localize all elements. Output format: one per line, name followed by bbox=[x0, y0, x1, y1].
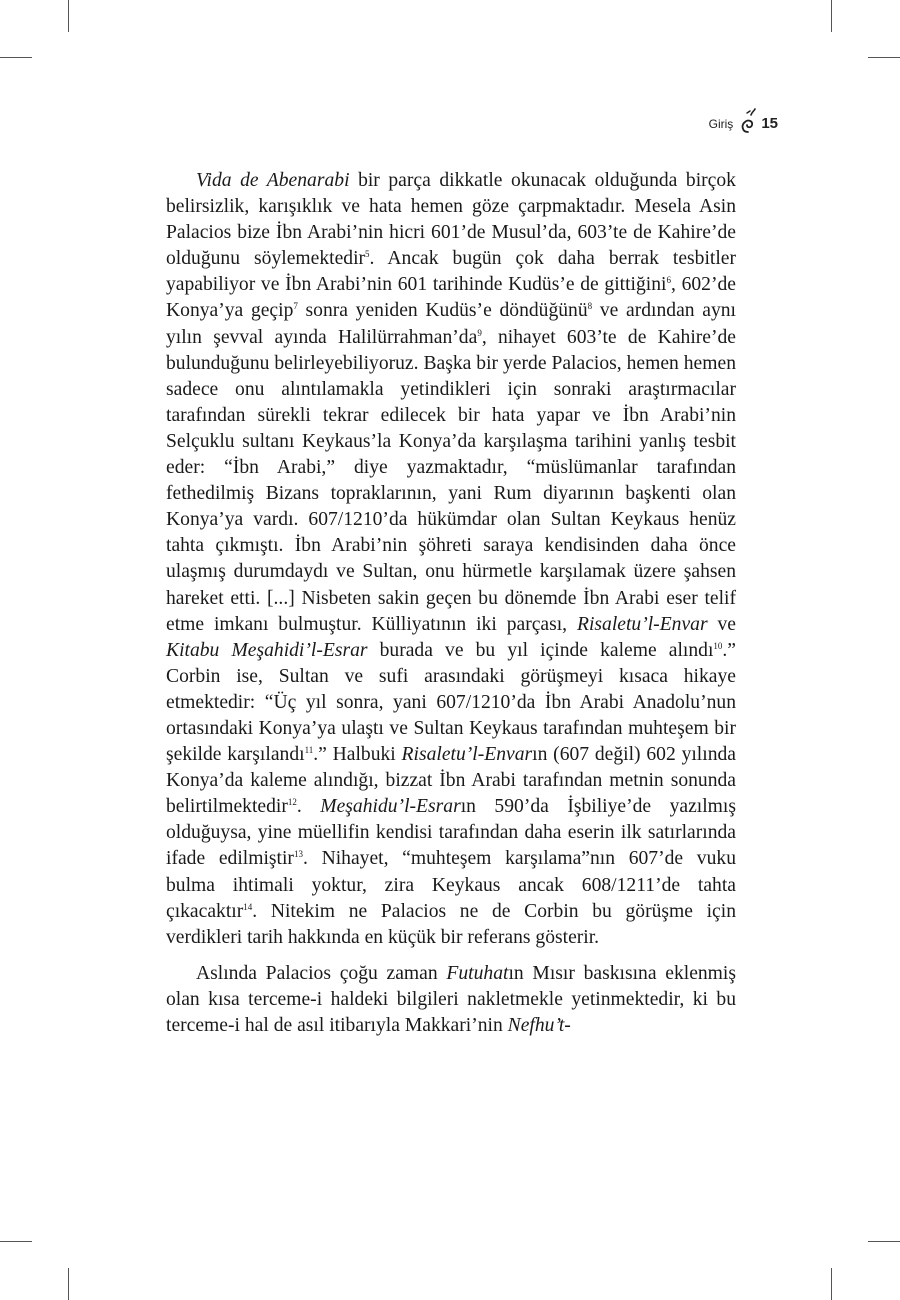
crop-mark bbox=[68, 1268, 69, 1300]
crop-mark bbox=[868, 57, 900, 58]
crop-mark bbox=[0, 1241, 32, 1242]
footnote-ref: 13 bbox=[293, 849, 303, 860]
running-head-title: Giriş bbox=[708, 116, 734, 131]
text-run: bir parça dikkatle okunacak olduğunda birçok belirsizlik, karışıklık ve hata hemen göze çarpmaktadır. Mesela Asin Palacios bize İbn Arabi’nin hicri 601’de Musul’da, 603’te de Kahire’de olduğunu söylemektedir bbox=[166, 170, 736, 270]
text-run: , 602’de Konya’ya geçip bbox=[166, 274, 736, 322]
book-title: Nefhu’t- bbox=[507, 1015, 571, 1036]
footnote-ref: 8 bbox=[587, 301, 593, 312]
arabic-calligraphy-ornament-icon bbox=[739, 106, 757, 141]
crop-mark bbox=[831, 0, 832, 32]
book-title: Risaletu’l-Envar bbox=[576, 613, 708, 635]
text-run: sonra yeniden Kudüs’e döndüğünü bbox=[297, 300, 588, 322]
text-run: Aslında Palacios çoğu zaman bbox=[196, 962, 447, 984]
footnote-ref: 10 bbox=[713, 640, 723, 651]
body-text bbox=[166, 168, 736, 1039]
paragraph bbox=[166, 961, 736, 1039]
text-run: . bbox=[296, 796, 321, 818]
text-run: , nihayet 603’te de Kahire’de bulunduğunu belirleyebiliyoruz. Başka bir yerde Palacios, hemen hemen sadece onu alıntılamakla yetindikleri için sonraki araştırmacılar tarafından sürekli tekrar edilecek bir hata yapar ve İbn Arabi’nin Selçuklu sultanı Keykaus’la Konya’da karşılaşma tarihini yanlış tesbit eder: “İbn Arabi,” diye yazmaktadır, “müslümanlar tarafından fethedilmiş Bizans topraklarının, yani Rum diyarının başkenti olan Konya’ya vardı. 607/1210’da hükümdar olan Sultan Keykaus henüz tahta çıkmıştı. İbn Arabi’nin şöhreti saraya kendisinden daha önce ulaşmış durumdaydı ve Sultan, onu hürmetle karşılamak üzere şahsen hareket etti. [...] Nisbeten sakin geçen bu dönemde İbn Arabi eser telif etme imkanı bulmuştur. Külliyatının iki parçası, bbox=[166, 326, 736, 635]
book-title: Futuhat bbox=[446, 962, 509, 984]
text-run: ve ardından aynı yılın şevval ayında Halilürrahman’da bbox=[166, 300, 736, 348]
running-header bbox=[709, 106, 778, 141]
text-run: . Nihayet, “muhteşem karşılama”nın 607’de vuku bulma ihtimali yoktur, zira Keykaus ancak 608/1211’de tahta çıkacaktır bbox=[166, 848, 736, 922]
text-run: ın 590’da İşbiliye’de yazılmış olduğuysa, yine müellifin kendisi tarafından daha eserin ilk satırlarında ifade edilmiştir bbox=[166, 796, 736, 870]
text-run: . Ancak bugün çok daha berrak tesbitler yapabiliyor ve İbn Arabi’nin 601 tarihinde Kudüs’e de gittiğini bbox=[166, 248, 737, 296]
book-title: Kitabu Meşahidi’l-Esrar bbox=[166, 639, 368, 661]
paragraph bbox=[166, 168, 736, 951]
text-run: ve bbox=[707, 613, 736, 635]
text-run: ın (607 değil) 602 yılında Konya’da kaleme alındığı, bizzat İbn Arabi tarafından metnin sonunda belirtilmektedir bbox=[166, 744, 736, 818]
crop-mark bbox=[0, 57, 32, 58]
text-run: ın Mısır baskısına eklenmiş olan kısa terceme-i haldeki bilgileri nakletmekle yetinmektedir, ki bu terceme-i hal de asıl itibarıyla Makkari’nin bbox=[166, 962, 736, 1036]
footnote-ref: 7 bbox=[293, 301, 298, 312]
book-title: Vida de Abenarabi bbox=[196, 170, 350, 191]
text-run: . Nitekim ne Palacios ne de Corbin bu görüşme için verdikleri tarih hakkında en küçük bir referans gösterir. bbox=[166, 900, 736, 948]
text-run: .” Corbin ise, Sultan ve sufi arasındaki görüşmeyi kısaca hikaye etmektedir: “Üç yıl sonra, yani 607/1210’da İbn Arabi Anadolu’nun ortasındaki Konya’ya ulaştı ve Sultan Keykaus tarafından muhteşem bir şekilde karşılandı bbox=[166, 639, 736, 766]
footnote-ref: 12 bbox=[287, 797, 297, 808]
footnote-ref: 6 bbox=[666, 275, 671, 286]
book-title: Risaletu’l-Envar bbox=[401, 744, 533, 766]
footnote-ref: 5 bbox=[365, 249, 370, 260]
footnote-ref: 11 bbox=[304, 745, 314, 756]
crop-mark bbox=[831, 1268, 832, 1300]
crop-mark bbox=[68, 0, 69, 32]
page-number: 15 bbox=[761, 115, 778, 132]
footnote-ref: 9 bbox=[477, 327, 482, 338]
text-run: .” Halbuki bbox=[313, 744, 402, 766]
footnote-ref: 14 bbox=[243, 901, 253, 912]
book-title: Meşahidu’l-Esrar bbox=[320, 796, 461, 818]
text-run: burada ve bu yıl içinde kaleme alındı bbox=[367, 639, 714, 661]
crop-mark bbox=[868, 1241, 900, 1242]
